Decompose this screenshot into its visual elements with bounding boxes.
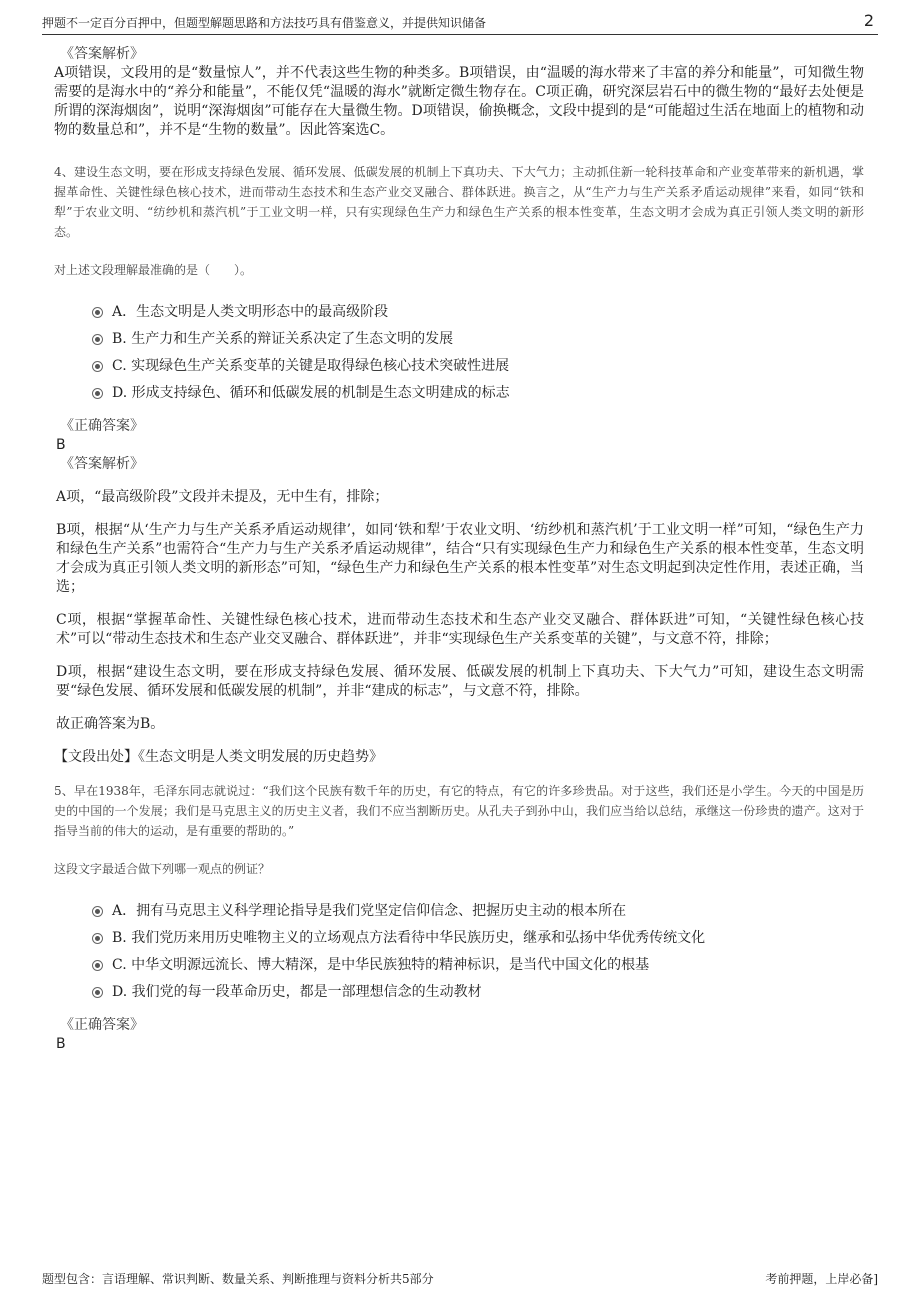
question-4-stem: 对上述文段理解最准确的是（ ）。 [54, 263, 253, 277]
analysis-paragraph-d: D项，根据“建设生态文明，要在形成支持绿色发展、循环发展、低碳发展的机制上下真功夫、下大气力”可知，建设生态文明需要“绿色发展、循环发展和低碳发展的机制”，并非“建成的标志”，与文意不符，排除。 [56, 664, 864, 699]
footer-right-text: 考前押题，上岸必备] [765, 1272, 878, 1286]
option-b[interactable] [92, 329, 864, 356]
page-number: 2 [863, 11, 874, 30]
radio-icon[interactable] [92, 361, 103, 372]
header-text: 押题不一定百分百押中，但题型解题思路和方法技巧具有借鉴意义，并提供知识储备 [42, 16, 487, 30]
option-text: B. 我们党历来用历史唯物主义的立场观点方法看待中华民族历史，继承和弘扬中华优秀传统文化 [112, 930, 706, 946]
option-text: C. 中华文明源远流长、博大精深，是中华民族独特的精神标识，是当代中国文化的根基 [112, 957, 650, 973]
question-5-stem: 这段文字最适合做下列哪一观点的例证？ [54, 862, 271, 876]
analysis-text: A项错误，文段用的是“数量惊人”，并不代表这些生物的种类多。B项错误，由“温暖的海水带来了丰富的养分和能量”，可知微生物需要的是海水中的“养分和能量”，不能仅凭“温暖的海水”就断定微生物存在。C项正确，研究深层岩石中的微生物的“最好去处便是所谓的深海烟囱”，说明“深海烟囱”可能存在大量微生物。D项错误，偷换概念，文段中提到的是“可能超过生活在地面上的植物和动物的数量总和”，并不是“生物的数量”。因此答案选C。 [54, 65, 864, 138]
prev-question-analysis [54, 44, 864, 140]
question-4 [54, 162, 864, 767]
option-d[interactable] [92, 383, 864, 410]
radio-icon[interactable] [92, 307, 103, 318]
radio-icon[interactable] [92, 388, 103, 399]
option-a[interactable] [92, 302, 864, 329]
analysis-paragraph-a: A项，“最高级阶段”文段并未提及，无中生有，排除； [56, 489, 389, 505]
option-d[interactable] [92, 982, 864, 1009]
question-5 [54, 781, 864, 1053]
question-4-options [92, 302, 864, 410]
analysis-conclusion: 故正确答案为B。 [56, 716, 165, 732]
radio-icon[interactable] [92, 906, 103, 917]
option-text: D. 形成支持绿色、循环和低碳发展的机制是生态文明建成的标志 [112, 385, 510, 401]
radio-icon[interactable] [92, 933, 103, 944]
radio-icon[interactable] [92, 334, 103, 345]
option-text: D. 我们党的每一段革命历史，都是一部理想信念的生动教材 [112, 984, 482, 1000]
option-a[interactable] [92, 901, 864, 928]
analysis-paragraph-b: B项，根据“从‘生产力与生产关系矛盾运动规律’，如同‘铁和犁’于农业文明、‘纺纱机和蒸汽机’于工业文明一样”可知，“绿色生产力和绿色生产关系”也需符合“生产力与生产关系矛盾运动规律”，结合“只有实现绿色生产力和绿色生产关系的根本性变革，生态文明才会成为真正引领人类文明的新形态”可知，“绿色生产力和绿色生产关系的根本性变革”对生态文明起到决定性作用，表述正确，当选； [56, 522, 864, 595]
question-5-text: 5、早在1938年，毛泽东同志就说过：“我们这个民族有数千年的历史，有它的特点，有它的许多珍贵品。对于这些，我们还是小学生。今天的中国是历史的中国的一个发展；我们是马克思主义的历史主义者，我们不应当割断历史。从孔夫子到孙中山，我们应当给以总结，承继这一份珍贵的遗产。这对于指导当前的伟大的运动，是有重要的帮助的。” [54, 784, 864, 838]
page-header [42, 12, 878, 35]
radio-icon[interactable] [92, 960, 103, 971]
option-text: C. 实现绿色生产关系变革的关键是取得绿色核心技术突破性进展 [112, 358, 510, 374]
answer-value: B [56, 437, 66, 453]
option-text: A．生态文明是人类文明形态中的最高级阶段 [112, 304, 389, 320]
option-text: B. 生产力和生产关系的辩证关系决定了生态文明的发展 [112, 331, 454, 347]
option-b[interactable] [92, 928, 864, 955]
option-text: A．拥有马克思主义科学理论指导是我们党坚定信仰信念、把握历史主动的根本所在 [112, 903, 627, 919]
footer-left-text: 题型包含：言语理解、常识判断、数量关系、判断推理与资料分析共5部分 [42, 1272, 434, 1286]
answer-label: 《正确答案》 [60, 1017, 144, 1033]
question-5-options [92, 901, 864, 1009]
option-c[interactable] [92, 356, 864, 383]
analysis-label: 《答案解析》 [60, 456, 144, 472]
answer-label: 《正确答案》 [60, 418, 144, 434]
page-content [54, 44, 864, 1053]
answer-value: B [56, 1036, 66, 1052]
radio-icon[interactable] [92, 987, 103, 998]
question-4-text: 4、建设生态文明，要在形成支持绿色发展、循环发展、低碳发展的机制上下真功夫、下大气力；主动抓住新一轮科技革命和产业变革带来的新机遇，掌握革命性、关键性绿色核心技术，进而带动生态技术和生态产业交叉融合、群体跃进。换言之，从“生产力与生产关系矛盾运动规律”来看，如同“铁和犁”于农业文明、“纺纱机和蒸汽机”于工业文明一样，只有实现绿色生产力和绿色生产关系的根本性变革，生态文明才会成为真正引领人类文明的新形态。 [54, 165, 864, 239]
analysis-label: 《答案解析》 [60, 46, 144, 62]
option-c[interactable] [92, 955, 864, 982]
source-citation: 【文段出处】《生态文明是人类文明发展的历史趋势》 [54, 749, 383, 765]
page-footer [42, 1268, 878, 1290]
analysis-paragraph-c: C项，根据“掌握革命性、关键性绿色核心技术，进而带动生态技术和生态产业交叉融合、群体跃进”可知，“关键性绿色核心技术”可以“带动生态技术和生态产业交叉融合、群体跃进”，并非“实现绿色生产关系变革的关键”，与文意不符，排除； [56, 612, 864, 647]
